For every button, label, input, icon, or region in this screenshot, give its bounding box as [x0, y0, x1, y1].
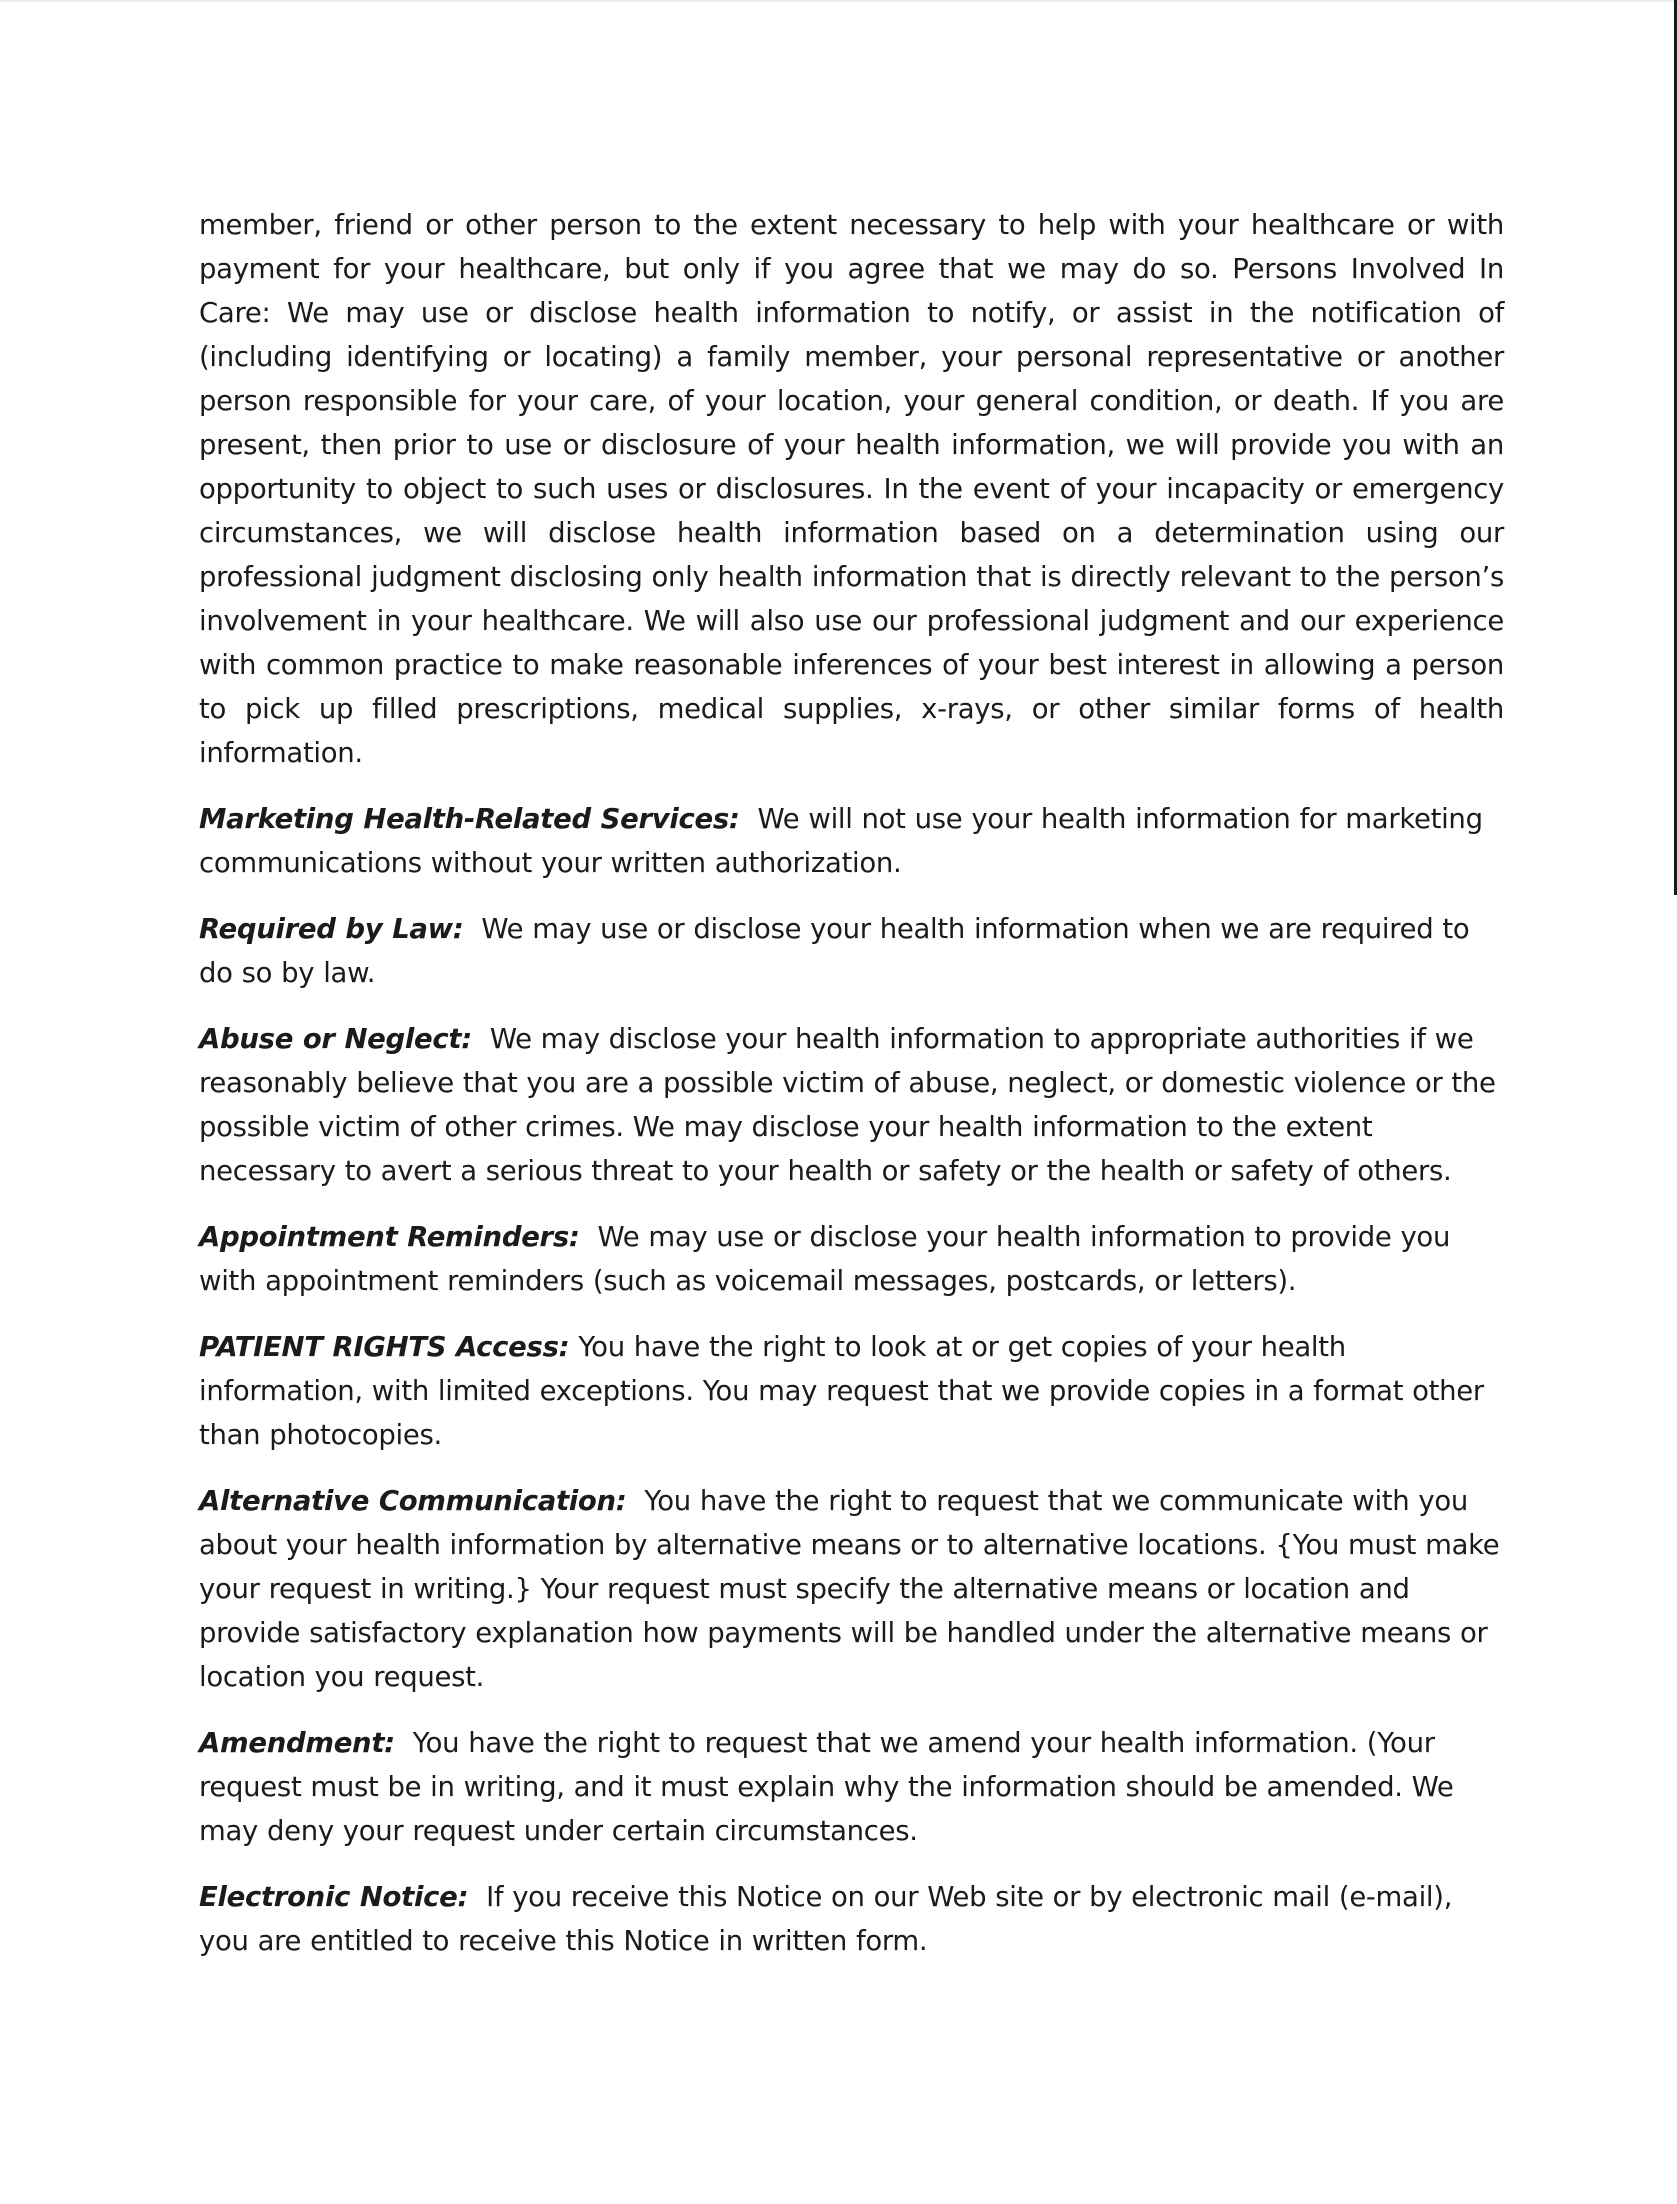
- paragraph-body: You have the right to request that we communicate with you about your health information by alternative means or to alternative locations. {You must make your request in writing.} Your request must specify the alternative means or location and provide satisfactory explanation how payments will be handled under the alternative means or location you request.: [199, 1485, 1500, 1693]
- scan-top-edge: [0, 0, 1677, 3]
- paragraph-heading: Marketing Health-Related Services:: [199, 803, 740, 835]
- paragraph-heading: Alternative Communication:: [199, 1485, 627, 1517]
- document-body: [199, 203, 1504, 1985]
- paragraph-body: We may use or disclose your health information to provide you with appointment reminders (such as voicemail messages, postcards, or letters).: [199, 1221, 1451, 1297]
- paragraph-heading: Electronic Notice:: [199, 1881, 469, 1913]
- paragraph-heading: Abuse or Neglect:: [199, 1023, 472, 1055]
- paragraph-heading: Required by Law:: [199, 913, 464, 945]
- paragraph-patient-rights-access: [199, 1325, 1504, 1457]
- paragraph-heading: PATIENT RIGHTS Access:: [199, 1331, 570, 1363]
- paragraph-abuse-or-neglect: [199, 1017, 1504, 1193]
- paragraph-alternative-communication: [199, 1479, 1504, 1699]
- paragraph-body: You have the right to request that we amend your health information. (Your request must be in writing, and it must explain why the information should be amended. We may deny your request under certain circumstances.: [199, 1727, 1454, 1847]
- paragraph-body: We may use or disclose your health information when we are required to do so by law.: [199, 913, 1470, 989]
- paragraph-marketing: [199, 797, 1504, 885]
- paragraph-required-by-law: [199, 907, 1504, 995]
- paragraph-persons-involved-in-care: [199, 203, 1504, 775]
- paragraph-body: We may disclose your health information to appropriate authorities if we reasonably believe that you are a possible victim of abuse, neglect, or domestic violence or the possible victim of other crimes. We may disclose your health information to the extent necessary to avert a serious threat to your health or safety or the health or safety of others.: [199, 1023, 1496, 1187]
- paragraph-body: If you receive this Notice on our Web site or by electronic mail (e-mail), you are entitled to receive this Notice in written form.: [199, 1881, 1453, 1957]
- paragraph-body: member, friend or other person to the extent necessary to help with your healthcare or with payment for your healthcare, but only if you agree that we may do so. Persons Involved In Care: We may use or disclose health information to notify, or assist in the notification of (including identifying or locating) a family member, your personal representative or another person responsible for your care, of your location, your general condition, or death. If you are present, then prior to use or disclosure of your health information, we will provide you with an opportunity to object to such uses or disclosures. In the event of your incapacity or emergency circumstances, we will disclose health information based on a determination using our professional judgment disclosing only health information that is directly relevant to the person’s involvement in your healthcare. We will also use our professional judgment and our experience with common practice to make reasonable inferences of your best interest in allowing a person to pick up filled prescriptions, medical supplies, x-rays, or other similar forms of health information.: [199, 209, 1504, 769]
- paragraph-electronic-notice: [199, 1875, 1504, 1963]
- paragraph-heading: Appointment Reminders:: [199, 1221, 580, 1253]
- paragraph-heading: Amendment:: [199, 1727, 395, 1759]
- paragraph-body: You have the right to look at or get copies of your health information, with limited exceptions. You may request that we provide copies in a format other than photocopies.: [199, 1331, 1484, 1451]
- paragraph-amendment: [199, 1721, 1504, 1853]
- paragraph-body: We will not use your health information for marketing communications without your written authorization.: [199, 803, 1483, 879]
- paragraph-appointment-reminders: [199, 1215, 1504, 1303]
